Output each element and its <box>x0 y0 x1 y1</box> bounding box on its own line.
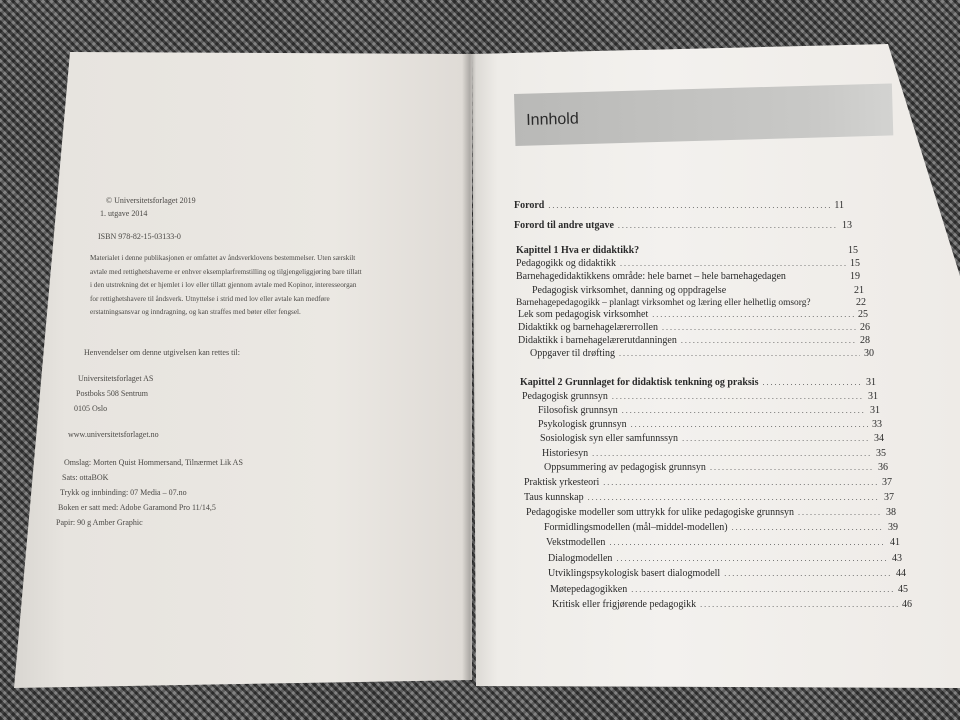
toc-entry: Vekstmodellen ..... 41 <box>546 537 900 551</box>
toc-entry: Psykologisk grunnsyn ..... 33 <box>538 419 882 433</box>
toc-entry: Forord til andre utgave ..... 13 <box>514 220 852 234</box>
toc-entry: Didaktikk og barnehagelærerrollen ..... 26 <box>518 322 870 336</box>
toc-entry: Pedagogisk grunnsyn ..... 31 <box>522 391 878 405</box>
address-line-3: 0105 Oslo <box>74 404 108 413</box>
toc-entry: Oppgaver til drøfting ..... 30 <box>530 348 874 362</box>
toc-heading: Innhold <box>526 110 579 129</box>
toc-entry: Lek som pedagogisk virksomhet ..... 25 <box>518 309 868 323</box>
toc-entry: Formidlingsmodellen (mål–middel-modellen) ..... 39 <box>544 522 898 536</box>
toc-entry: Barnehagedidaktikkens område: hele barnet – hele barnehagedagen 19 <box>516 271 860 282</box>
toc-entry: Oppsummering av pedagogisk grunnsyn ..... 36 <box>544 462 888 476</box>
left-page <box>10 40 472 688</box>
credit-line-4: Boken er satt med: Adobe Garamond Pro 11/14,5 <box>58 503 216 512</box>
toc-entry: Didaktikk i barnehagelærerutdanningen ..... 28 <box>518 335 870 349</box>
toc-entry: Barnehagepedagogikk – planlagt virksomhet og læring eller helhetlig omsorg? 22 <box>516 297 866 308</box>
credit-line-3: Trykk og innbinding: 07 Media – 07.no <box>60 488 187 497</box>
toc-entry: Taus kunnskap ..... 37 <box>524 492 894 506</box>
credit-line-5: Papir: 90 g Amber Graphic <box>56 518 143 527</box>
inquiries-line: Henvendelser om denne utgivelsen kan rettes til: <box>84 348 240 357</box>
toc-entry: Filosofisk grunnsyn ..... 31 <box>538 405 880 419</box>
copyright-line: © Universitetsforlaget 2019 <box>106 196 196 205</box>
credit-line-2: Sats: ottaBOK <box>62 473 109 482</box>
toc-entry: Kapittel 1 Hva er didaktikk? 15 <box>516 245 858 256</box>
website-line: www.universitetsforlaget.no <box>68 430 159 439</box>
book-spine-gutter <box>462 52 476 684</box>
toc-entry: Historiesyn ..... 35 <box>542 448 886 462</box>
edition-line: 1. utgave 2014 <box>100 209 148 218</box>
toc-entry: Sosiologisk syn eller samfunnssyn ..... 34 <box>540 433 884 447</box>
toc-entry: Kapittel 2 Grunnlaget for didaktisk tenkning og praksis ..... 31 <box>520 377 876 391</box>
toc-entry: Pedagogisk virksomhet, danning og oppdragelse 21 <box>532 285 864 296</box>
toc-entry: Forord ..... 11 <box>514 200 844 214</box>
toc-entry: Pedagogikk og didaktikk ..... 15 <box>516 258 860 272</box>
rights-paragraph: Materialet i denne publikasjonen er omfattet av åndsverklovens bestemmelser. Uten særskilt avtale med rettighetshaverne er enhver eksemplarfremstilling og tilgjengeliggjøring bare tillatt i den utstrekning det er hjemlet i lov eller tillatt gjennom avtale med Kopinor, interesseorgan for rettighetshavere til åndsverk. Utnyttelse i strid med lov eller avtale kan medføre erstatningsansvar og inndragning, og kan straffes med bøter eller fengsel. <box>90 254 362 317</box>
address-line-2: Postboks 508 Sentrum <box>76 389 149 398</box>
toc-entry: Kritisk eller frigjørende pedagogikk ..... 46 <box>552 599 912 613</box>
toc-entry: Praktisk yrkesteori ..... 37 <box>524 477 892 491</box>
address-line-1: Universitetsforlaget AS <box>78 374 154 383</box>
toc-entry: Pedagogiske modeller som uttrykk for ulike pedagogiske grunnsyn ..... 38 <box>526 507 896 521</box>
isbn-line: ISBN 978-82-15-03133-0 <box>98 232 181 241</box>
toc-entry: Møtepedagogikken ..... 45 <box>550 584 908 598</box>
toc-entry: Dialogmodellen ..... 43 <box>548 553 902 567</box>
toc-entry: Utviklingspsykologisk basert dialogmodell ..... 44 <box>548 568 906 582</box>
credit-line-1: Omslag: Morten Quist Hommersand, Tilnærmet Lik AS <box>64 458 243 467</box>
